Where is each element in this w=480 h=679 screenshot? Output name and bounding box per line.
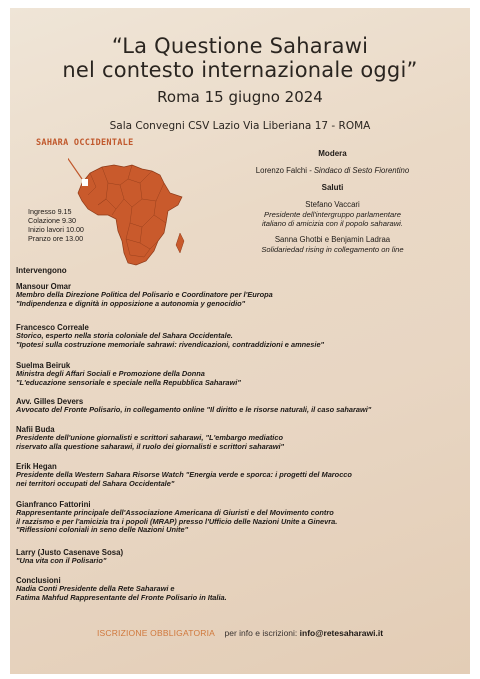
greeting-speaker-role: Presidente dell'intergruppo parlamentare (264, 210, 401, 219)
speaker-detail: Storico, esperto nella storia coloniale del Sahara Occidentale. (16, 331, 233, 341)
moderator-name: Lorenzo Falchi (255, 166, 307, 175)
speaker-detail: Membro della Direzione Politica del Polisario e Coordinatore per l'Europa (16, 290, 273, 300)
africa-shape (78, 165, 182, 265)
moderator-and-greetings (210, 149, 455, 254)
intervengono-label: Intervengono (16, 266, 67, 275)
speaker-talk: "Indipendenza e dignità in opposizione a autonomia y genocidio" (16, 298, 246, 308)
speaker-name: Erik Hegan (16, 462, 57, 471)
schedule-item: Ingresso 9.15 (28, 207, 72, 216)
speaker-talk: riservato alla questione saharawi, il ruolo dei giornalisti e scrittori saharawi" (16, 441, 285, 451)
speaker-talk: "Una vita con il Polisario" (16, 556, 107, 566)
info-label: per info e iscrizioni: (224, 628, 298, 638)
speakers-heading (16, 266, 464, 276)
contact-email[interactable]: info@retesaharawi.it (299, 628, 384, 638)
event-date: Roma 15 giugno 2024 (157, 88, 323, 106)
conclusions-heading: Conclusioni (16, 576, 61, 585)
speaker-detail: Presidente dell'unione giornalisti e scrittori saharawi, "L'embargo mediatico (16, 433, 283, 443)
registration-required: ISCRIZIONE OBBLIGATORIA (96, 628, 216, 638)
greeting-speaker-name: Stefano Vaccari (305, 200, 360, 209)
map-label: SAHARA OCCIDENTALE (36, 138, 134, 148)
saluti-heading: Saluti (321, 183, 344, 192)
speaker-name: Mansour Omar (16, 282, 72, 291)
speaker-name: Larry (Justo Casenave Sosa) (16, 548, 124, 557)
map-pointer-line (68, 153, 82, 179)
speaker-name: Gianfranco Fattorini (16, 500, 91, 509)
speaker-talk: nei territori occupati del Sahara Occidentale" (16, 478, 175, 488)
schedule-item: Colazione 9.30 (28, 216, 76, 225)
speaker-entry (16, 548, 466, 566)
modera-heading: Modera (318, 149, 347, 158)
guest-role: Solidariedad rising in collegamento on line (261, 245, 404, 254)
speaker-entry (16, 425, 466, 451)
speaker-detail: Presidente della Western Sahara Risorse Watch "Energia verde e sporca: i progetti del Marocco (16, 470, 352, 480)
schedule-list (28, 207, 84, 243)
moderator-role: - Sindaco di Sesto Fiorentino (306, 166, 410, 175)
poster-title-line-2: nel contesto internazionale oggi” (62, 58, 418, 82)
africa-map (68, 153, 188, 271)
speaker-detail: il razzismo e per l'amicizia tra i popoli (MRAP) presso l'Ufficio delle Nazioni Unite a Ginevra. (16, 516, 338, 526)
speaker-entry (16, 361, 466, 387)
speaker-entry (16, 397, 466, 415)
speaker-detail: Ministra degli Affari Sociali e Promozione della Donna (16, 369, 205, 379)
speaker-detail: Rappresentante principale dell'Associazione Americana di Giuristi e del Movimento contro (16, 508, 334, 518)
speaker-entry (16, 323, 466, 349)
speaker-entry (16, 500, 466, 535)
schedule-item: Inizio lavori 10.00 (28, 225, 84, 234)
speaker-name: Francesco Correale (16, 323, 89, 332)
poster-title-line-1: “La Questione Saharawi (111, 34, 369, 58)
conclusions-speaker: Fatima Mahfud Rappresentante del Fronte Polisario in Italia. (16, 592, 227, 602)
event-poster (10, 8, 470, 674)
conclusions-entry (16, 576, 466, 602)
speaker-detail: Avvocato del Fronte Polisario, in collegamento online "Il diritto e le risorse naturali, il caso saharawi" (16, 405, 372, 415)
greeting-speaker-role: italiano di amicizia con il popolo saharawi. (262, 219, 403, 228)
conclusions-speaker: Nadia Conti Presidente della Rete Saharawi e (16, 584, 175, 594)
event-venue: Sala Convegni CSV Lazio Via Liberiana 17 - ROMA (109, 120, 371, 132)
moderator (210, 166, 455, 176)
speaker-name: Nafii Buda (16, 425, 55, 434)
speaker-talk: "Riflessioni coloniali in seno delle Nazioni Unite" (16, 525, 189, 535)
speaker-name: Avv. Gilles Devers (16, 397, 84, 406)
guest-names: Sanna Ghotbi e Benjamin Ladraa (274, 235, 391, 244)
western-sahara-highlight (82, 179, 88, 186)
speaker-entry (16, 282, 466, 308)
speaker-talk: "Ipotesi sulla costruzione memoriale sahrawi: rivendicazioni, contraddizioni e amnesie" (16, 339, 325, 349)
speaker-name: Suelma Beiruk (16, 361, 71, 370)
speaker-talk: "L'educazione sensoriale e speciale nella Repubblica Saharawi" (16, 377, 241, 387)
footer-registration (10, 628, 470, 638)
speaker-entry (16, 462, 466, 488)
madagascar-shape (176, 233, 184, 253)
schedule-item: Pranzo ore 13.00 (28, 234, 84, 243)
